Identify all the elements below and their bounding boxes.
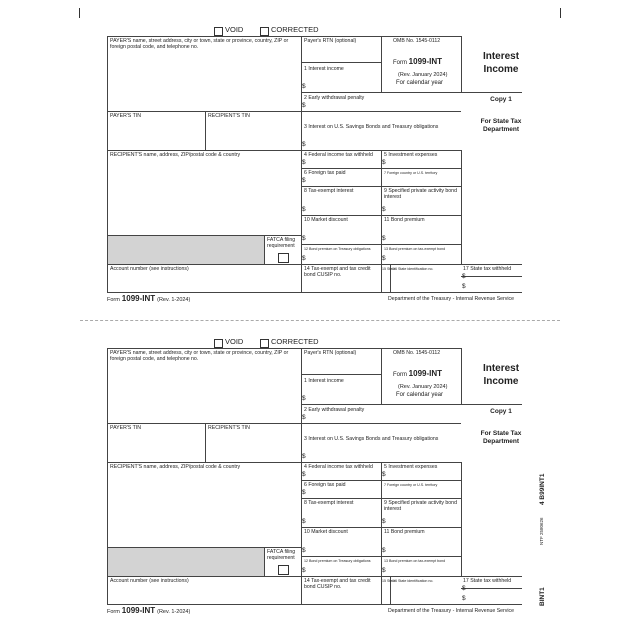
box-10-dollar: $ [302, 235, 306, 242]
recipient-name-label: RECIPIENT'S name, address, ZIP/postal code & country [110, 152, 241, 158]
box-11-dollar: $ [382, 235, 386, 242]
fatca-label: FATCA filing requirement [267, 549, 296, 561]
box-3-dollar: $ [302, 141, 306, 148]
box-9-label: 9 Specified private activity bond interest [384, 188, 457, 200]
box-15-label: 15 State [382, 579, 396, 583]
box-8-label: 8 Tax-exempt interest [304, 500, 354, 506]
box-3-label: 3 Interest on U.S. Savings Bonds and Treasury obligations [304, 124, 439, 130]
payer-name-label: PAYER'S name, street address, city or town, state or province, country, ZIP or foreign postal code, and telephone no. [110, 350, 289, 362]
box-11-label: 11 Bond premium [384, 217, 425, 223]
box-6-label: 6 Foreign tax paid [304, 170, 346, 176]
rev-header: (Rev. January 2024) [398, 384, 448, 390]
box-6-label: 6 Foreign tax paid [304, 482, 346, 488]
box-15-label: 15 State [382, 267, 396, 271]
box-4-label: 4 Federal income tax withheld [304, 464, 373, 470]
box-7-label: 7 Foreign country or U.S. territory [384, 483, 438, 487]
box-10-label: 10 Market discount [304, 529, 348, 535]
box-4-dollar: $ [302, 159, 306, 166]
copy-desc-1: For State Tax [480, 118, 522, 125]
calendar-year: For calendar year [396, 392, 444, 398]
fatca-label: FATCA filing requirement [267, 237, 296, 249]
box-14-label: 14 Tax-exempt and tax credit bond CUSIP no. [304, 266, 371, 278]
box-2-dollar: $ [302, 102, 306, 109]
box-12-label: 12 Bond premium on Treasury obligations [304, 559, 371, 563]
corrected-checkbox[interactable] [260, 339, 269, 348]
side-bottom-code: BINT1 [539, 587, 546, 606]
box-13-dollar: $ [382, 567, 386, 574]
form-ref: Form 1099-INT [393, 57, 443, 66]
omb-number: OMB No. 1545-0112 [393, 38, 441, 44]
box-4-dollar: $ [302, 471, 306, 478]
payer-tin-label: PAYER'S TIN [110, 425, 141, 431]
recipient-name-label: RECIPIENT'S name, address, ZIP/postal code & country [110, 464, 241, 470]
title-income: Income [483, 64, 519, 75]
box-1-dollar: $ [302, 395, 306, 402]
box-17-label: 17 State tax withheld [463, 266, 512, 272]
box-14-label: 14 Tax-exempt and tax credit bond CUSIP no. [304, 578, 371, 590]
omb-number: OMB No. 1545-0112 [393, 350, 441, 356]
account-label: Account number (see instructions) [110, 266, 189, 272]
rev-header: (Rev. January 2024) [398, 72, 448, 78]
box-3-dollar: $ [302, 453, 306, 460]
box-6-dollar: $ [302, 177, 306, 184]
box-2-label: 2 Early withdrawal penalty [304, 407, 365, 413]
title-interest: Interest [482, 51, 520, 62]
box-12-dollar: $ [302, 255, 306, 262]
box-17-dollar-2: $ [462, 595, 466, 602]
box-7-label: 7 Foreign country or U.S. territory [384, 171, 438, 175]
box-13-dollar: $ [382, 255, 386, 262]
copy-desc-1: For State Tax [480, 430, 522, 437]
box-11-dollar: $ [382, 547, 386, 554]
calendar-year: For calendar year [396, 80, 444, 86]
box-3-label: 3 Interest on U.S. Savings Bonds and Treasury obligations [304, 436, 439, 442]
box-16-label: 16 State identification no. [393, 579, 434, 583]
fatca-checkbox[interactable] [278, 565, 289, 575]
copy-desc-2: Department [482, 126, 520, 133]
box-5-dollar: $ [382, 471, 386, 478]
footer-form-number: Form 1099-INT (Rev. 1-2024) [107, 606, 191, 615]
side-ntf: NTF 2580626 [539, 517, 544, 545]
box-2-label: 2 Early withdrawal penalty [304, 95, 365, 101]
recipient-tin-label: RECIPIENT'S TIN [208, 113, 250, 119]
payer-name-label: PAYER'S name, street address, city or town, state or province, country, ZIP or foreign postal code, and telephone no. [110, 38, 289, 50]
payer-tin-label: PAYER'S TIN [110, 113, 141, 119]
footer-form-number: Form 1099-INT (Rev. 1-2024) [107, 294, 191, 303]
box-16-label: 16 State identification no. [393, 267, 434, 271]
void-label: VOID [225, 25, 244, 34]
side-code: 4 B99INT1 [539, 473, 546, 505]
recipient-tin-label: RECIPIENT'S TIN [208, 425, 250, 431]
corrected-checkbox[interactable] [260, 27, 269, 36]
box-1-dollar: $ [302, 83, 306, 90]
form-ref: Form 1099-INT [393, 369, 443, 378]
corrected-label: CORRECTED [271, 337, 319, 346]
account-label: Account number (see instructions) [110, 578, 189, 584]
box-17-dollar-1: $ [462, 273, 466, 280]
payer-rtn-label: Payer's RTN (optional) [304, 38, 357, 44]
void-checkbox[interactable] [214, 339, 223, 348]
footer-dept: Department of the Treasury - Internal Revenue Service [388, 296, 515, 302]
corrected-label: CORRECTED [271, 25, 319, 34]
box-17-dollar-2: $ [462, 283, 466, 290]
box-9-dollar: $ [382, 206, 386, 213]
box-9-dollar: $ [382, 518, 386, 525]
copy-label: Copy 1 [490, 96, 512, 103]
box-1-label: 1 Interest income [304, 66, 344, 72]
form-copy-top [0, 0, 640, 312]
box-9-label: 9 Specified private activity bond interest [384, 500, 457, 512]
copy-label: Copy 1 [490, 408, 512, 415]
box-17-dollar-1: $ [462, 585, 466, 592]
void-checkbox[interactable] [214, 27, 223, 36]
payer-rtn-label: Payer's RTN (optional) [304, 350, 357, 356]
copy-desc-2: Department [482, 438, 520, 445]
shaded-area [108, 236, 264, 264]
title-interest: Interest [482, 363, 520, 374]
box-17-label: 17 State tax withheld [463, 578, 512, 584]
box-8-label: 8 Tax-exempt interest [304, 188, 354, 194]
box-2-dollar: $ [302, 414, 306, 421]
footer-dept: Department of the Treasury - Internal Revenue Service [388, 608, 515, 614]
fatca-checkbox[interactable] [278, 253, 289, 263]
box-8-dollar: $ [302, 518, 306, 525]
title-income: Income [483, 376, 519, 387]
box-8-dollar: $ [302, 206, 306, 213]
box-11-label: 11 Bond premium [384, 529, 425, 535]
box-5-label: 5 Investment expenses [384, 152, 438, 158]
box-5-label: 5 Investment expenses [384, 464, 438, 470]
box-10-label: 10 Market discount [304, 217, 348, 223]
box-4-label: 4 Federal income tax withheld [304, 152, 373, 158]
box-6-dollar: $ [302, 489, 306, 496]
box-13-label: 13 Bond premium on tax-exempt bond [384, 247, 446, 251]
box-12-dollar: $ [302, 567, 306, 574]
box-12-label: 12 Bond premium on Treasury obligations [304, 247, 371, 251]
box-1-label: 1 Interest income [304, 378, 344, 384]
shaded-area [108, 548, 264, 576]
void-label: VOID [225, 337, 244, 346]
box-10-dollar: $ [302, 547, 306, 554]
box-5-dollar: $ [382, 159, 386, 166]
box-13-label: 13 Bond premium on tax-exempt bond [384, 559, 446, 563]
